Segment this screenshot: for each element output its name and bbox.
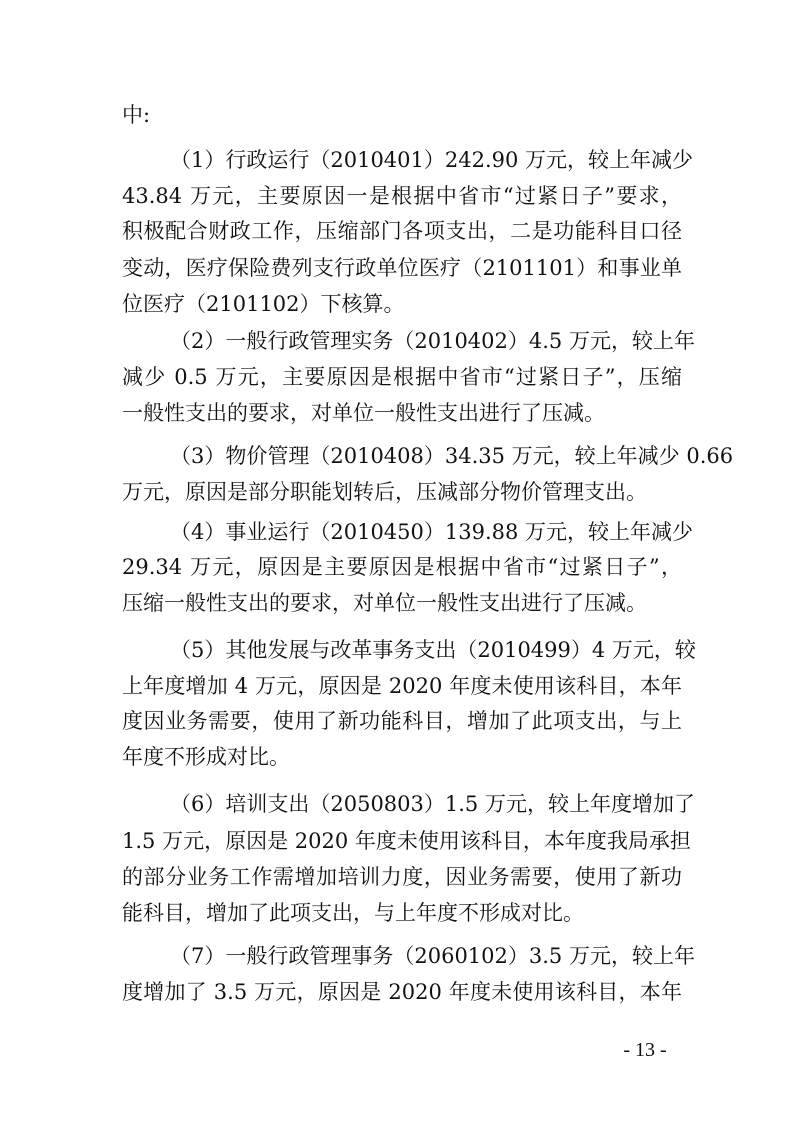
text-line: 变动，医疗保险费列支行政单位医疗（2101101）和事业单 — [122, 256, 682, 280]
text-line: 能科目，增加了此项支出，与上年度不形成对比。 — [122, 901, 584, 925]
text-line: （7）一般行政管理事务（2060102）3.5 万元，较上年 — [170, 944, 695, 968]
text-line: 的部分业务工作需增加培训力度，因业务需要，使用了新功 — [122, 865, 682, 889]
text-line: 压缩一般性支出的要求，对单位一般性支出进行了压减。 — [122, 591, 647, 615]
text-line: 上年度增加 4 万元，原因是 2020 年度未使用该科目，本年 — [122, 674, 682, 698]
text-line: （4）事业运行（2010450）139.88 万元，较上年减少 — [170, 520, 694, 544]
text-line: 减少 0.5 万元，主要原因是根据中省市“过紧日子”，压缩 — [122, 365, 682, 389]
text-line: 29.34 万元，原因是主要原因是根据中省市“过紧日子”， — [122, 555, 682, 579]
text-line: （3）物价管理（2010408）34.35 万元，较上年减少 0.66 — [170, 444, 734, 468]
text-line: 年度不形成对比。 — [122, 745, 290, 769]
text-line: （6）培训支出（2050803）1.5 万元，较上年度增加了 — [170, 792, 695, 816]
text-line: 中: — [122, 103, 151, 127]
text-line: 43.84 万元，主要原因一是根据中省市“过紧日子”要求， — [122, 184, 682, 208]
text-line: （5）其他发展与改革事务支出（2010499）4 万元，较 — [170, 638, 696, 662]
text-line: 1.5 万元，原因是 2020 年度未使用该科目，本年度我局承担 — [122, 829, 691, 853]
page-number: - 13 - — [623, 1039, 667, 1061]
text-line: 一般性支出的要求，对单位一般性支出进行了压减。 — [122, 401, 605, 425]
text-line: 万元，原因是部分职能划转后，压减部分物价管理支出。 — [122, 480, 647, 504]
text-line: （2）一般行政管理实务（2010402）4.5 万元，较上年 — [170, 329, 695, 353]
text-line: （1）行政运行（2010401）242.90 万元，较上年减少 — [170, 148, 694, 172]
text-line: 积极配合财政工作，压缩部门各项支出，二是功能科目口径 — [122, 219, 682, 243]
text-line: 位医疗（2101102）下核算。 — [122, 292, 405, 316]
text-line: 度增加了 3.5 万元，原因是 2020 年度未使用该科目，本年 — [122, 980, 682, 1004]
text-line: 度因业务需要，使用了新功能科目，增加了此项支出，与上 — [122, 709, 682, 733]
